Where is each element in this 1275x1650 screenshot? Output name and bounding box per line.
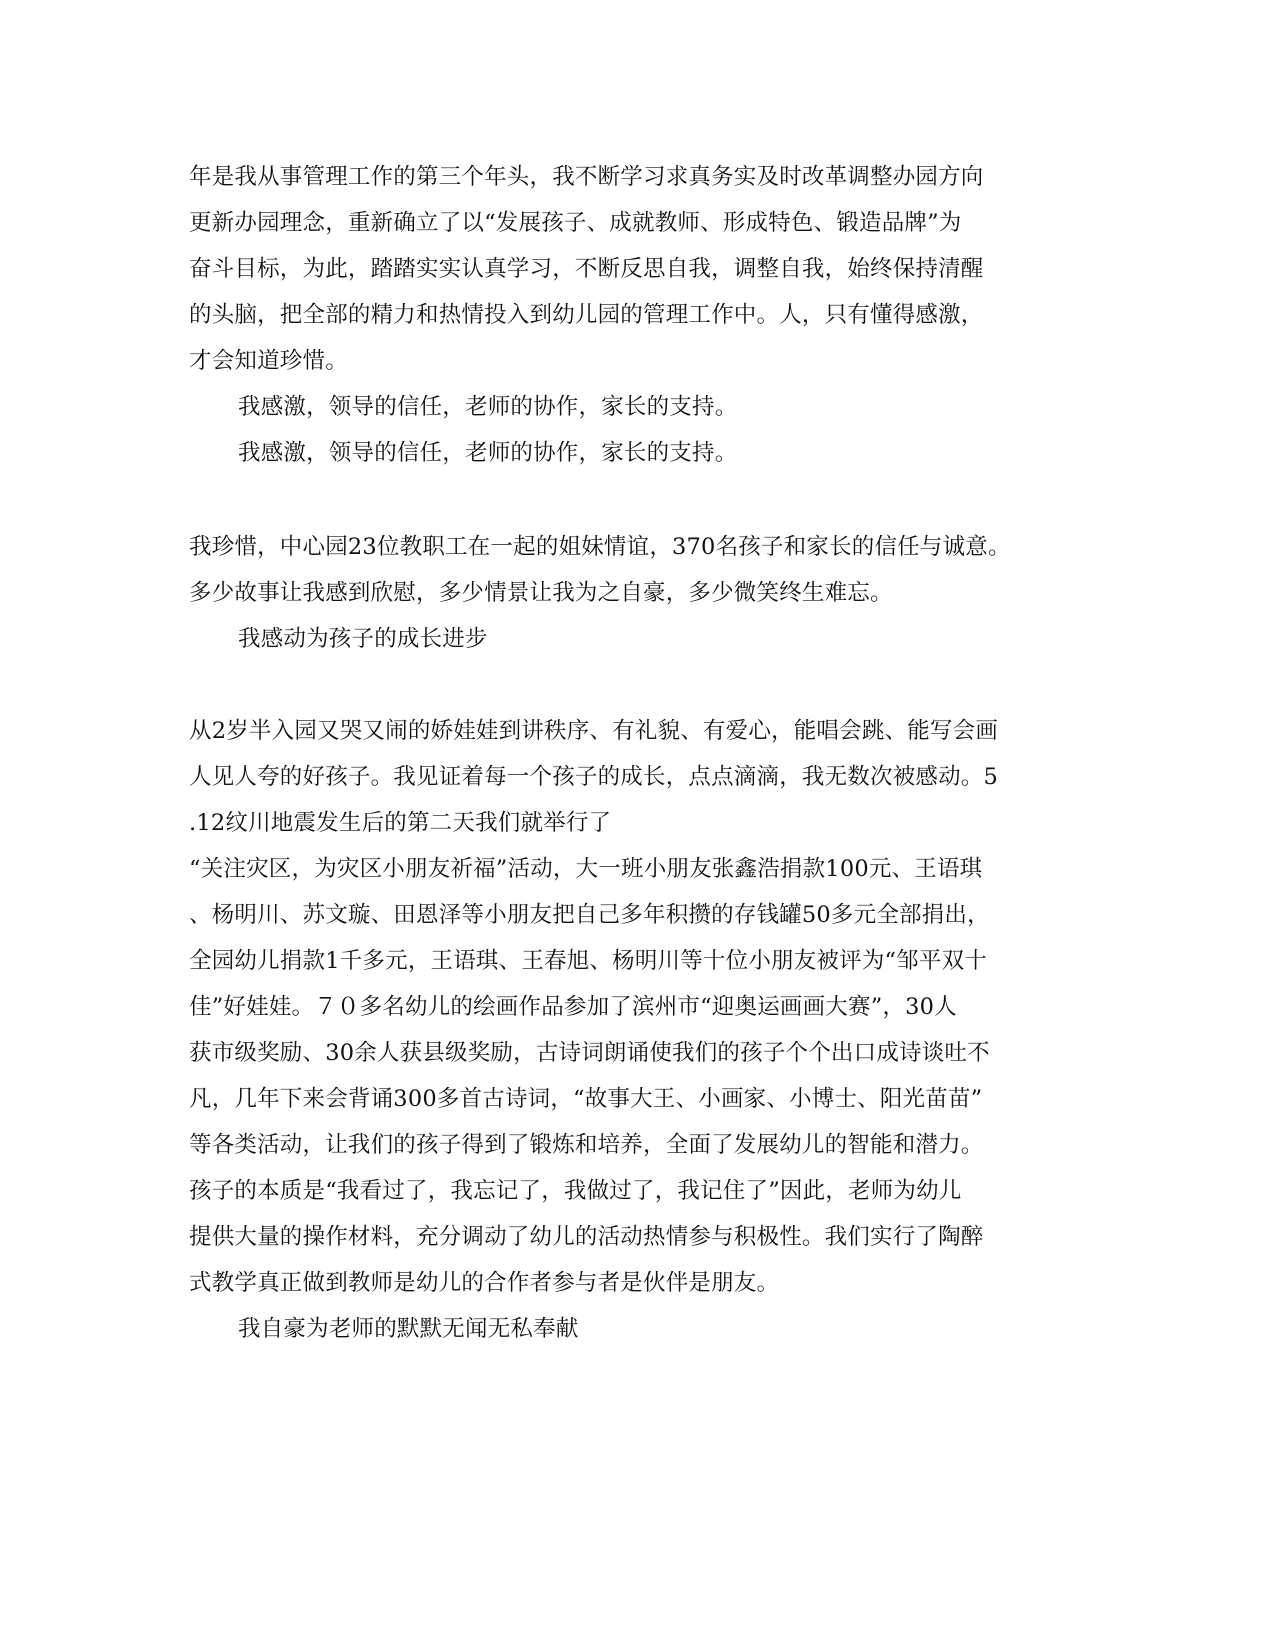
- body-text-line: 从2岁半入园又哭又闹的娇娃娃到讲秩序、有礼貌、有爱心，能唱会跳、能写会画: [189, 718, 999, 744]
- body-text-line: 人见人夸的好孩子。我见证着每一个孩子的成长，点点滴滴，我无数次被感动。5: [189, 764, 999, 790]
- body-text-line: 提供大量的操作材料，充分调动了幼儿的活动热情参与积极性。我们实行了陶醉: [189, 1224, 984, 1250]
- body-text-line: .12纹川地震发生后的第二天我们就举行了: [189, 810, 612, 836]
- section-heading: 我感动为孩子的成长进步: [238, 626, 488, 652]
- body-text-line: 获市级奖励、30余人获县级奖励，古诗词朗诵使我们的孩子个个出口成诗谈吐不: [189, 1040, 990, 1066]
- body-text-line: “关注灾区，为灾区小朋友祈福”活动，大一班小朋友张鑫浩捐款100元、王语琪: [189, 856, 983, 882]
- body-text-line: 我感激，领导的信任，老师的协作，家长的支持。: [238, 394, 738, 420]
- body-text-line: 更新办园理念，重新确立了以“发展孩子、成就教师、形成特色、锻造品牌”为: [189, 210, 962, 236]
- body-text-line: 佳”好娃娃。７０多名幼儿的绘画作品参加了滨州市“迎奥运画画大赛”，30人: [189, 994, 957, 1020]
- body-text-line: 奋斗目标，为此，踏踏实实认真学习，不断反思自我，调整自我，始终保持清醒: [189, 256, 984, 282]
- body-text-line: 我感激，领导的信任，老师的协作，家长的支持。: [238, 440, 738, 466]
- body-text-line: 、杨明川、苏文璇、田恩泽等小朋友把自己多年积攒的存钱罐50多元全部捐出，: [189, 902, 990, 928]
- body-text-line: 我珍惜，中心园23位教职工在一起的姐妹情谊，370名孩子和家长的信任与诚意。: [189, 534, 1011, 560]
- body-text-line: 式教学真正做到教师是幼儿的合作者参与者是伙伴是朋友。: [189, 1270, 780, 1296]
- body-text-line: 孩子的本质是“我看过了，我忘记了，我做过了，我记住了”因此，老师为幼儿: [189, 1178, 962, 1204]
- body-text-line: 年是我从事管理工作的第三个年头，我不断学习求真务实及时改革调整办园方向: [189, 164, 984, 190]
- body-text-line: 凡，几年下来会背诵300多首古诗词，“故事大王、小画家、小博士、阳光苗苗”: [189, 1086, 983, 1112]
- body-text-line: 全园幼儿捐款1千多元，王语琪、王春旭、杨明川等十位小朋友被评为“邹平双十: [189, 948, 988, 974]
- body-text-line: 多少故事让我感到欣慰，多少情景让我为之自豪，多少微笑终生难忘。: [189, 580, 893, 606]
- body-text-line: 才会知道珍惜。: [189, 348, 348, 374]
- section-heading: 我自豪为老师的默默无闻无私奉献: [238, 1316, 579, 1342]
- body-text-line: 的头脑，把全部的精力和热情投入到幼儿园的管理工作中。人，只有懂得感激，: [189, 302, 984, 328]
- body-text-line: 等各类活动，让我们的孩子得到了锻炼和培养，全面了发展幼儿的智能和潜力。: [189, 1132, 984, 1158]
